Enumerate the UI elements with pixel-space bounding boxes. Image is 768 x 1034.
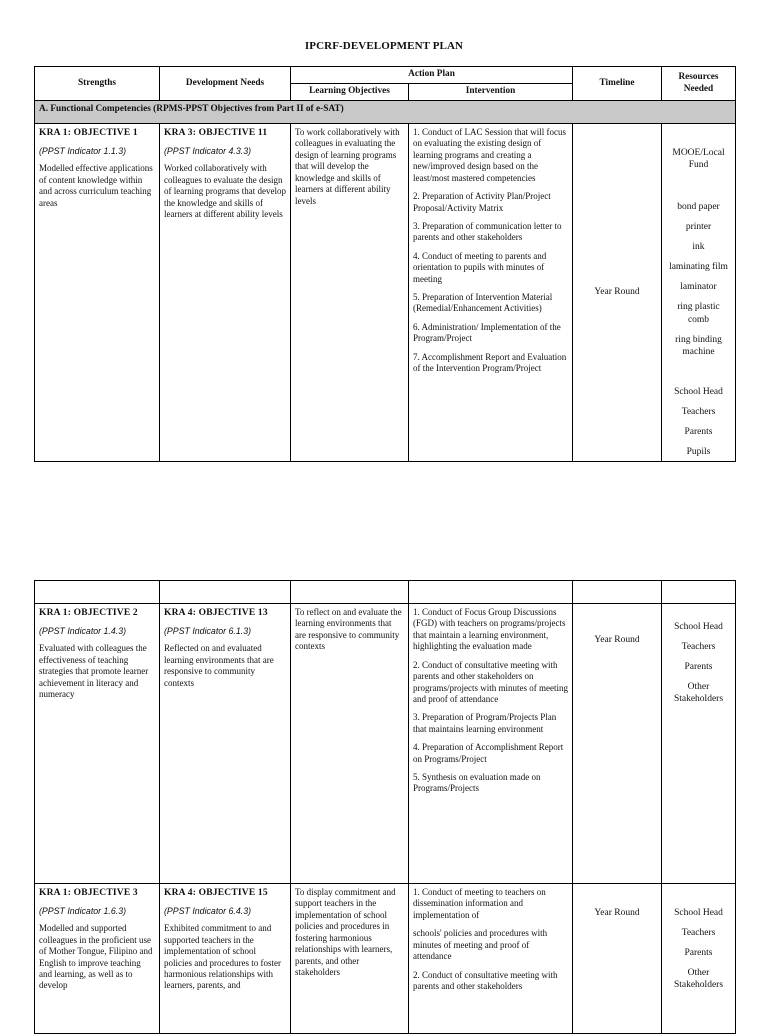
resource-item: School Head [674,622,723,632]
need-kra: KRA 4: OBJECTIVE 15 [164,888,268,898]
need-indicator: (PPST Indicator 4.3.3) [164,146,252,157]
need-text: Reflected on and evaluated learning environments that are responsive to community contexts [164,643,274,688]
intervention-item: 4. Preparation of Accomplishment Report on Programs/Project [413,742,564,764]
strength-indicator: (PPST Indicator 1.6.3) [39,906,127,917]
header-timeline: Timeline [573,67,662,101]
header-development-needs: Development Needs [160,67,291,101]
strength-kra: KRA 1: OBJECTIVE 1 [39,128,138,138]
resource-item: Teachers [681,928,716,939]
resource-item: ring plastic comb [677,302,720,325]
strength-text: Modelled effective applications of content knowledge within and across curriculum teaching areas [39,163,153,208]
need-indicator: (PPST Indicator 6.1.3) [164,626,252,637]
resource-item: ring binding machine [675,334,722,357]
resource-item: bond paper [677,202,720,213]
intervention-item: 3. Preparation of Program/Projects Plan that maintains learning environment [413,712,557,734]
intervention-item: 5. Synthesis on evaluation made on Programs/Projects [413,772,541,794]
strength-kra: KRA 1: OBJECTIVE 3 [39,888,138,898]
resource-item: MOOE/Local Fund [672,148,725,171]
timeline-value: Year Round [594,908,640,918]
intervention-item: 2. Conduct of consultative meeting with parents and other stakeholders on programs/projects with minutes of meeting and proof of attendance [413,659,568,704]
resource-item: Parents [684,948,713,959]
intervention-list [409,604,573,884]
timeline-cell [573,604,662,884]
header-learning-objectives: Learning Objectives [291,84,409,101]
table-row [35,884,736,1034]
intervention-item: 6. Administration/ Implementation of the Program/Project [413,321,561,344]
need-kra: KRA 3: OBJECTIVE 11 [164,128,268,138]
intervention-item: 3. Preparation of communication letter to parents and other stakeholders [413,220,562,243]
resources-cell [662,124,736,462]
resource-item: printer [685,222,712,233]
resource-item: Teachers [681,406,716,417]
page-title: IPCRF-DEVELOPMENT PLAN [304,40,464,52]
header-intervention: Intervention [409,84,573,101]
resource-item: School Head [674,386,723,397]
header-action-plan: Action Plan [291,67,573,84]
development-plan-table-continued [34,580,736,1034]
strength-kra: KRA 1: OBJECTIVE 2 [39,608,138,618]
header-strengths: Strengths [35,67,160,101]
resource-item: School Head [674,908,723,918]
header-resources: Resources Needed [662,67,736,101]
resource-item: laminator [680,282,717,293]
need-kra: KRA 4: OBJECTIVE 13 [164,608,268,618]
strength-text: Evaluated with colleagues the effectiveness of teaching strategies that promote learner achievement in literacy and numeracy [39,643,149,699]
resource-item: laminating film [669,262,728,273]
resource-item: ink [692,242,705,253]
strength-text: Modelled and supported colleagues in the proficient use of Mother Tongue, Filipino and English to improve teaching and learning, as well as to develop [39,923,153,991]
table-row [35,124,736,462]
intervention-item: 1. Conduct of meeting to teachers on dissemination information and implementation of [413,887,546,920]
learning-objective: To reflect on and evaluate the learning environments that are responsive to community contexts [291,604,409,884]
intervention-item: 4. Conduct of meeting to parents and orientation to pupils with minutes of meeting [413,250,547,284]
empty-header-row [35,581,736,604]
strength-indicator: (PPST Indicator 1.4.3) [39,626,127,637]
resource-item: Parents [684,662,713,673]
learning-objective: To work collaboratively with colleagues in evaluating the design of learning programs that will develop the knowledge and skills of learners at different ability levels [291,124,409,462]
strength-indicator: (PPST Indicator 1.1.3) [39,146,127,157]
need-text: Exhibited commitment to and supported teachers in the implementation of school policies and procedures to foster harmonious relationships with learners, parents, and [164,923,281,991]
need-text: Worked collaboratively with colleagues to evaluate the design of learning programs that develop the knowledge and skills of learners at different ability levels [164,163,286,219]
section-a-label: A. Functional Competencies (RPMS-PPST Objectives from Part II of e-SAT) [35,101,736,124]
resource-item: Other Stakeholders [673,682,724,705]
intervention-item: 2. Conduct of consultative meeting with parents and other stakeholders [413,969,558,991]
timeline-cell [573,884,662,1034]
learning-objective: To display commitment and support teachers in the implementation of school policies and procedures in fostering harmonious relationships with learners, parents, and other stakeholders [291,884,409,1034]
intervention-list [409,124,573,462]
resource-item: Other Stakeholders [673,968,724,991]
need-indicator: (PPST Indicator 6.4.3) [164,906,252,917]
intervention-item: schools' policies and procedures with minutes of meeting and proof of attendance [413,928,548,962]
resources-cell [662,884,736,1034]
intervention-item: 1. Conduct of Focus Group Discussions (FGD) with teachers on programs/projects that maintain a learning environment, highlighting the evaluation made [413,607,566,652]
resource-item: Parents [684,426,713,437]
intervention-item: 5. Preparation of Intervention Material (Remedial/Enhancement Activities) [413,292,553,314]
resources-cell [662,604,736,884]
intervention-list [409,884,573,1034]
timeline-value: Year Round [594,634,640,645]
resource-item: Teachers [681,642,716,653]
table-row [35,604,736,884]
intervention-item: 2. Preparation of Activity Plan/Project Proposal/Activity Matrix [413,191,551,213]
intervention-item: 7. Accomplishment Report and Evaluation of the Intervention Program/Project [413,351,567,374]
timeline-cell: Year Round [573,124,662,462]
resource-item: Pupils [686,446,711,457]
intervention-item: 1. Conduct of LAC Session that will focus on evaluating the existing design of learning programs and creating a new/improved design based on the least/most mastered competencies [413,127,566,183]
development-plan-table [34,66,736,462]
